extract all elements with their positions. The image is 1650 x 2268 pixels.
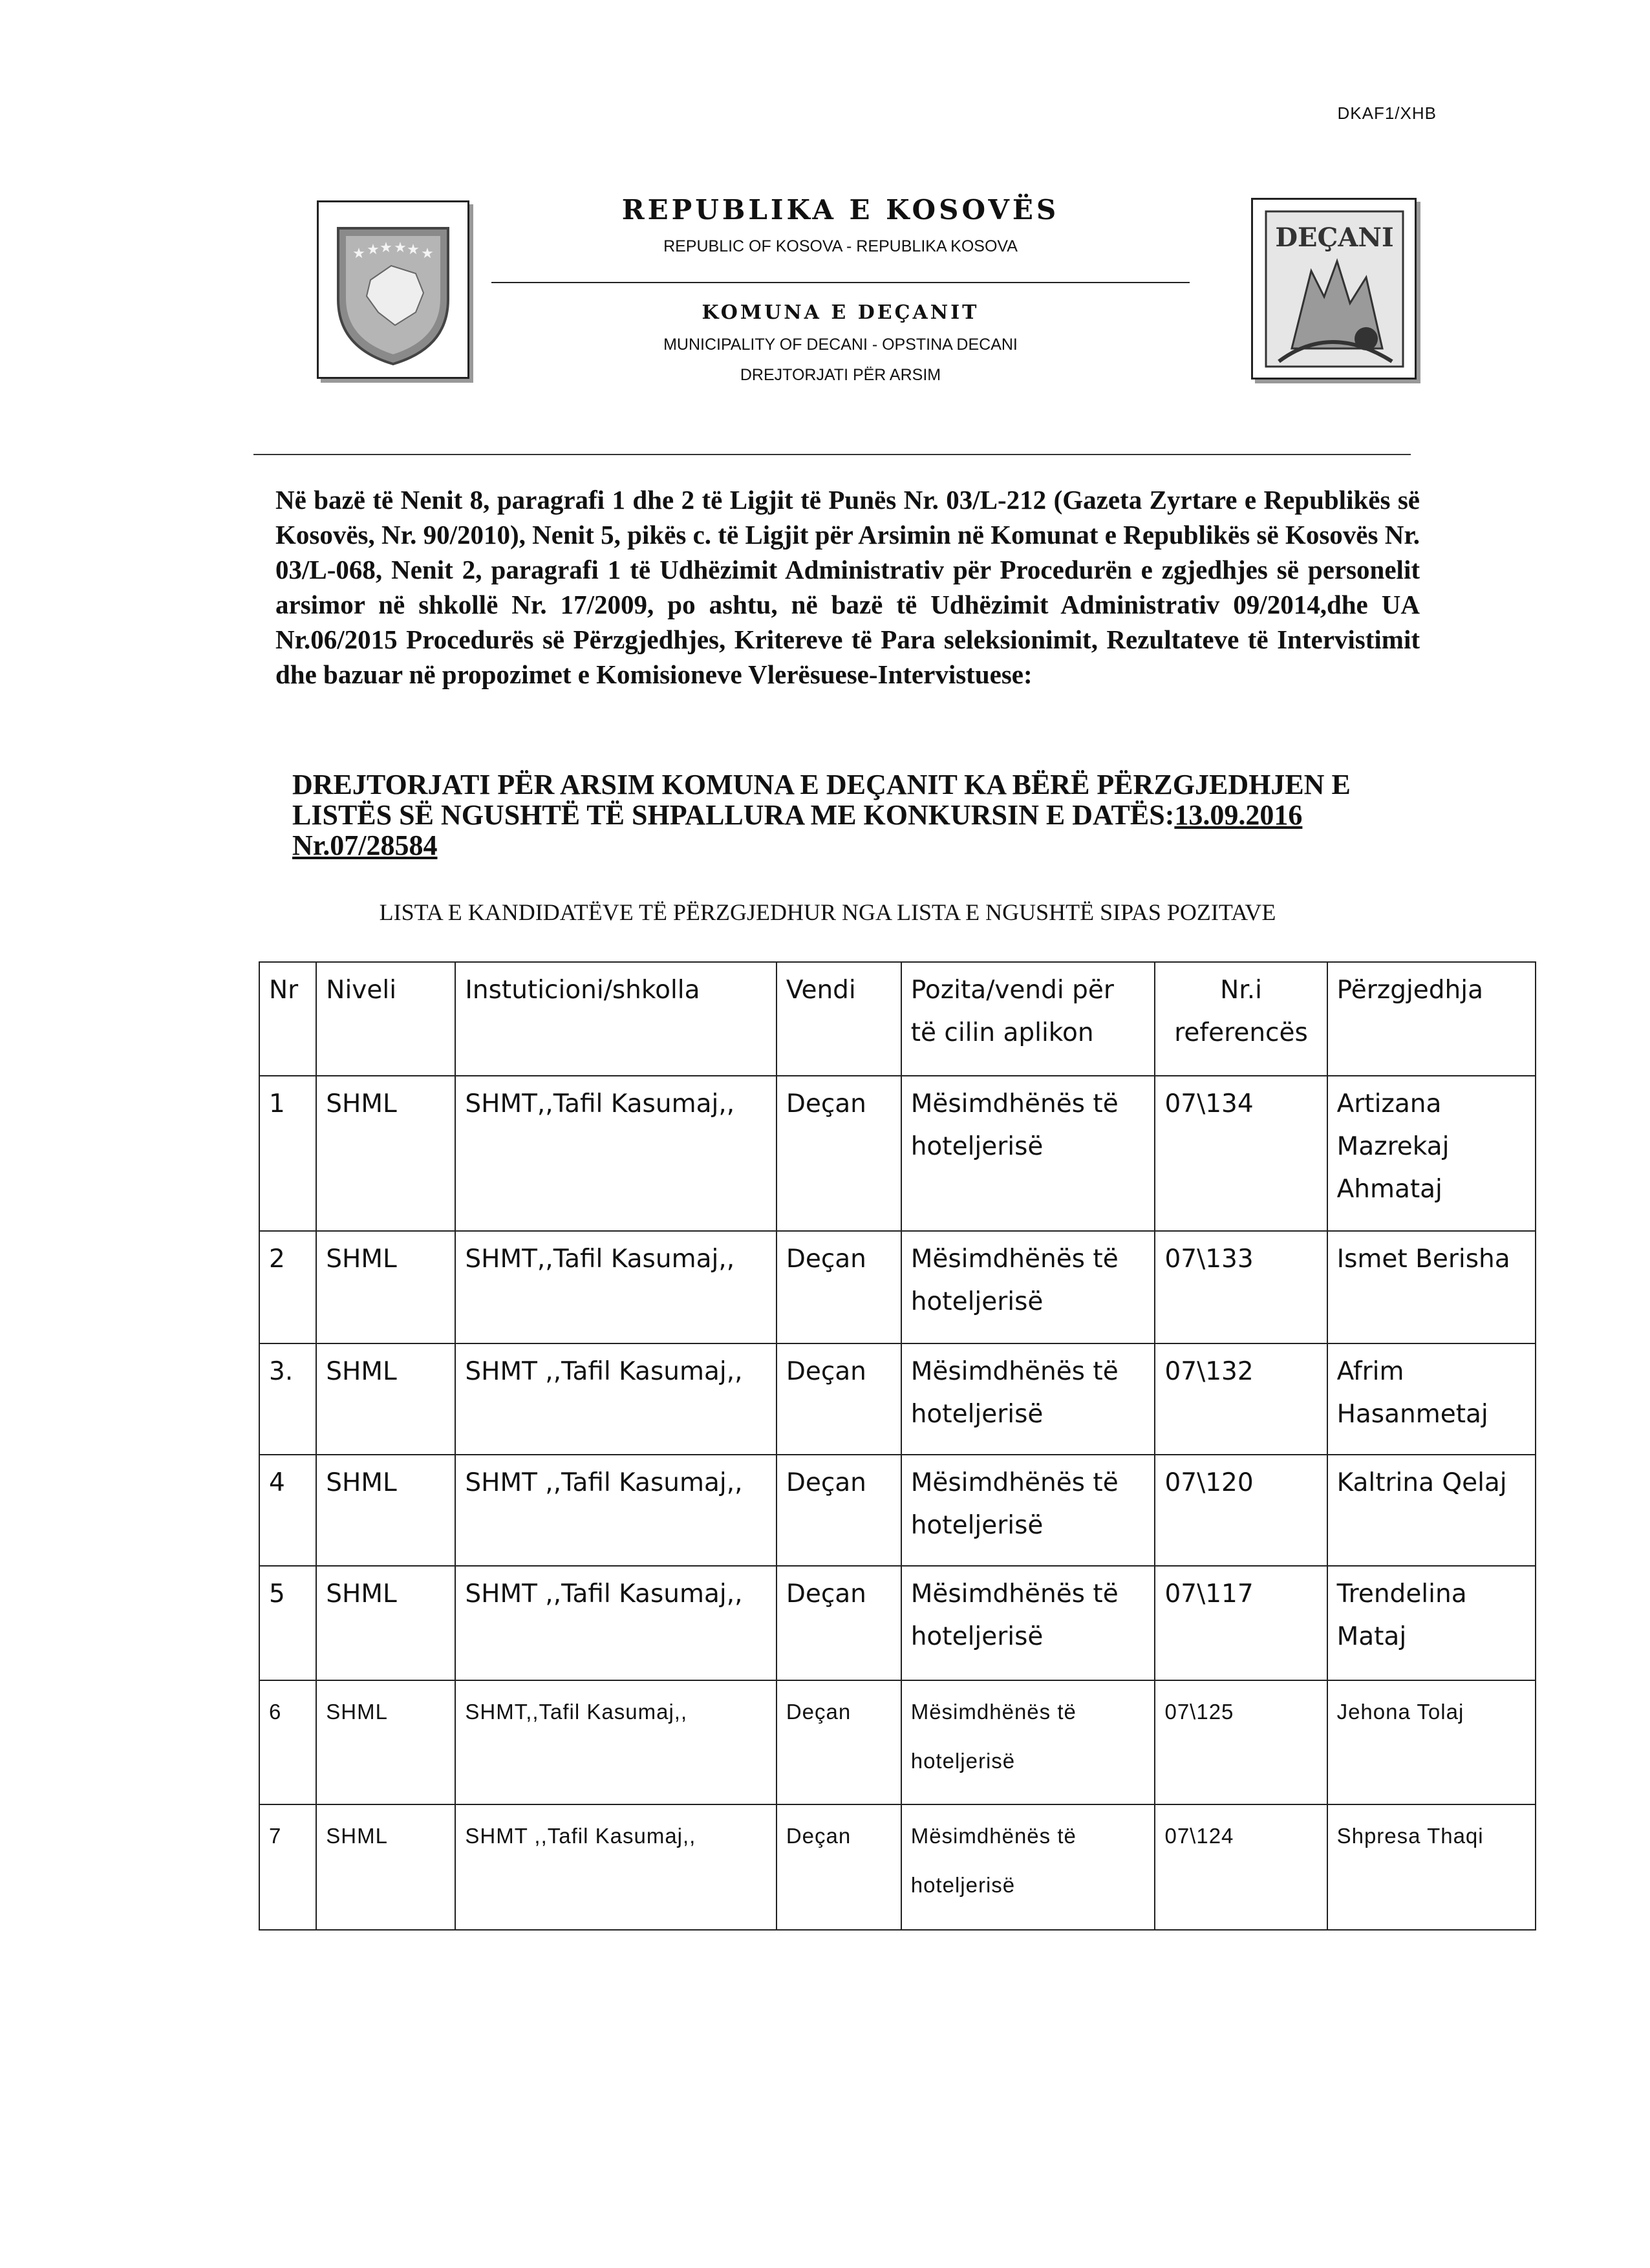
cell-institucioni: SHMT ,,Tafil Kasumaj,, bbox=[455, 1455, 776, 1566]
cell-pozita: Mësimdhënës të hoteljerisë bbox=[901, 1566, 1155, 1680]
cell-perzgjedhja: Afrim Hasanmetaj bbox=[1327, 1343, 1536, 1455]
cell-ref: 07\133 bbox=[1155, 1231, 1327, 1343]
cell-vendi: Deçan bbox=[777, 1231, 901, 1343]
svg-text:★: ★ bbox=[407, 242, 420, 258]
decani-logo bbox=[1251, 198, 1417, 380]
cell-institucioni: SHMT,,Tafil Kasumaj,, bbox=[455, 1680, 776, 1804]
cell-ref: 07\132 bbox=[1155, 1343, 1327, 1455]
cell-vendi: Deçan bbox=[777, 1804, 901, 1930]
cell-perzgjedhja: Shpresa Thaqi bbox=[1327, 1804, 1536, 1930]
cell-nr: 5 bbox=[259, 1566, 316, 1680]
cell-perzgjedhja: Trendelina Mataj bbox=[1327, 1566, 1536, 1680]
cell-institucioni: SHMT ,,Tafil Kasumaj,, bbox=[455, 1804, 776, 1930]
cell-vendi: Deçan bbox=[777, 1566, 901, 1680]
cell-pozita: Mësimdhënës të hoteljerisë bbox=[901, 1343, 1155, 1455]
decision-heading-text: DREJTORJATI PËR ARSIM KOMUNA E DEÇANIT KA BËRË PËRZGJEDHJEN E LISTËS SË NGUSHTË TË SHPALLURA ME KONKURSIN E DATËS: bbox=[292, 769, 1351, 831]
list-title: LISTA E KANDIDATËVE TË PËRZGJEDHUR NGA LISTA E NGUSHTË SIPAS POZITAVE bbox=[379, 899, 1276, 925]
municipality-subtitle: MUNICIPALITY OF DECANI - OPSTINA DECANI bbox=[663, 336, 1018, 354]
competition-date: 13.09.2016 bbox=[1174, 799, 1303, 831]
svg-text:★: ★ bbox=[367, 242, 380, 258]
cell-nr: 6 bbox=[259, 1680, 316, 1804]
cell-nr: 7 bbox=[259, 1804, 316, 1930]
svg-text:★: ★ bbox=[380, 240, 392, 256]
republic-subtitle: REPUBLIC OF KOSOVA - REPUBLIKA KOSOVA bbox=[663, 237, 1018, 255]
legal-preamble: Në bazë të Nenit 8, paragrafi 1 dhe 2 të Ligjit të Punës Nr. 03/L-212 (Gazeta Zyrtare e Republikës së Kosovës, Nr. 90/2010), Nenit 5, pikës c. të Ligjit për Arsimin në Komunat e Republikës së Kosovës Nr. 03/L-068, Nenit 2, paragrafi 1 të Udhëzimit Administrativ për Procedurën e zgjedhjes së personelit arsimor në shkollë Nr. 17/2009, po ashtu, në bazë të Udhëzimit Administrativ 09/2014,dhe UA Nr.06/2015 Procedurës së Përzgjedhjes, Kritereve të Para seleksionimit, Rezultateve të Intervistimit dhe bazuar në propozimet e Komisioneve Vlerësuese-Intervistuese: bbox=[275, 485, 1420, 689]
document-code: DKAF1/XHB bbox=[1337, 103, 1437, 123]
kosovo-emblem bbox=[317, 200, 469, 379]
cell-ref: 07\117 bbox=[1155, 1566, 1327, 1680]
header-perzgjedhja: Përzgjedhja bbox=[1327, 962, 1536, 1076]
republic-title: REPUBLIKA E KOSOVËS bbox=[621, 194, 1060, 226]
cell-niveli: SHML bbox=[316, 1804, 455, 1930]
cell-vendi: Deçan bbox=[777, 1343, 901, 1455]
svg-text:★: ★ bbox=[394, 240, 407, 256]
cell-nr: 3. bbox=[259, 1343, 316, 1455]
cell-nr: 4 bbox=[259, 1455, 316, 1566]
cell-niveli: SHML bbox=[316, 1231, 455, 1343]
table-row bbox=[259, 1804, 1536, 1930]
cell-pozita: Mësimdhënës të hoteljerisë bbox=[901, 1680, 1155, 1804]
cell-vendi: Deçan bbox=[777, 1076, 901, 1231]
table-row bbox=[259, 1231, 1536, 1343]
cell-niveli: SHML bbox=[316, 1076, 455, 1231]
directorate-name: DREJTORJATI PËR ARSIM bbox=[740, 366, 941, 384]
cell-institucioni: SHMT,,Tafil Kasumaj,, bbox=[455, 1231, 776, 1343]
cell-ref: 07\120 bbox=[1155, 1455, 1327, 1566]
svg-text:★: ★ bbox=[421, 246, 434, 262]
cell-niveli: SHML bbox=[316, 1343, 455, 1455]
svg-text:★: ★ bbox=[352, 246, 365, 262]
table-row bbox=[259, 1566, 1536, 1680]
cell-perzgjedhja: Ismet Berisha bbox=[1327, 1231, 1536, 1343]
candidates-table bbox=[259, 961, 1536, 1931]
cell-nr: 2 bbox=[259, 1231, 316, 1343]
cell-niveli: SHML bbox=[316, 1680, 455, 1804]
table-row bbox=[259, 1680, 1536, 1804]
cell-ref: 07\124 bbox=[1155, 1804, 1327, 1930]
cell-perzgjedhja: Jehona Tolaj bbox=[1327, 1680, 1536, 1804]
header-divider bbox=[491, 282, 1190, 283]
cell-pozita: Mësimdhënës të hoteljerisë bbox=[901, 1804, 1155, 1930]
cell-perzgjedhja: Artizana Mazrekaj Ahmataj bbox=[1327, 1076, 1536, 1231]
reference-number: Nr.07/28584 bbox=[292, 829, 438, 861]
cell-ref: 07\134 bbox=[1155, 1076, 1327, 1231]
cell-niveli: SHML bbox=[316, 1566, 455, 1680]
municipality-title: KOMUNA E DEÇANIT bbox=[702, 301, 980, 324]
header-niveli: Niveli bbox=[316, 962, 455, 1076]
cell-institucioni: SHMT,,Tafil Kasumaj,, bbox=[455, 1076, 776, 1231]
header-ref: Nr.i referencës bbox=[1155, 962, 1327, 1076]
cell-institucioni: SHMT ,,Tafil Kasumaj,, bbox=[455, 1343, 776, 1455]
logo-label: DEÇANI bbox=[1275, 222, 1394, 253]
cell-pozita: Mësimdhënës të hoteljerisë bbox=[901, 1076, 1155, 1231]
cell-pozita: Mësimdhënës të hoteljerisë bbox=[901, 1455, 1155, 1566]
table-header-row bbox=[259, 962, 1536, 1076]
decision-heading bbox=[292, 769, 1391, 861]
table-row bbox=[259, 1455, 1536, 1566]
header-institucioni: Instuticioni/shkolla bbox=[455, 962, 776, 1076]
cell-vendi: Deçan bbox=[777, 1680, 901, 1804]
cell-nr: 1 bbox=[259, 1076, 316, 1231]
header-rule bbox=[253, 454, 1411, 455]
cell-vendi: Deçan bbox=[777, 1455, 901, 1566]
header-vendi: Vendi bbox=[777, 962, 901, 1076]
table-row bbox=[259, 1343, 1536, 1455]
table-row bbox=[259, 1076, 1536, 1231]
header-nr: Nr bbox=[259, 962, 316, 1076]
cell-ref: 07\125 bbox=[1155, 1680, 1327, 1804]
cell-institucioni: SHMT ,,Tafil Kasumaj,, bbox=[455, 1566, 776, 1680]
cell-niveli: SHML bbox=[316, 1455, 455, 1566]
header-pozita: Pozita/vendi për të cilin aplikon bbox=[901, 962, 1155, 1076]
cell-pozita: Mësimdhënës të hoteljerisë bbox=[901, 1231, 1155, 1343]
letterhead bbox=[478, 194, 1203, 385]
cell-perzgjedhja: Kaltrina Qelaj bbox=[1327, 1455, 1536, 1566]
